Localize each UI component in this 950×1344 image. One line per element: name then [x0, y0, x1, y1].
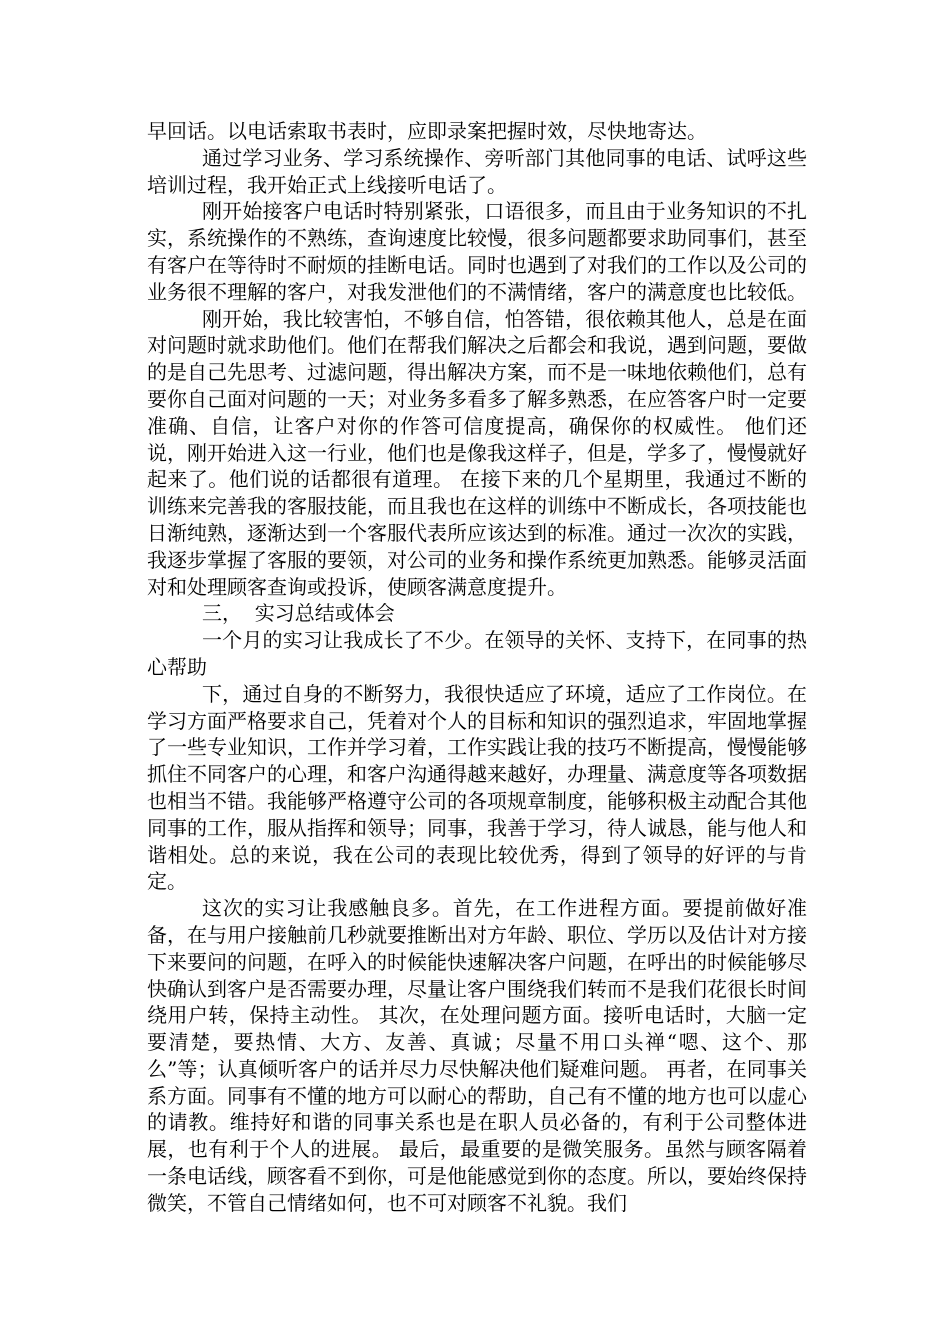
- section-heading: 三， 实习总结或体会: [202, 601, 395, 626]
- paragraph: 早回话。以电话索取书表时，应即录案把握时效，尽快地寄达。: [147, 119, 707, 143]
- paragraph: 这次的实习让我感触良多。首先，在工作进程方面。要提前做好准备，在与用户接触前几秒就要推断出对方年龄、职位、学历以及估计对方接下来要问的问题，在呼入的时候能快速解决客户问题，在呼出的时候能够尽快确认到客户是否需要办理，尽量让客户围绕我们转而不是我们花很长时间绕用户转，保持主动性。 其次，在处理问题方面。接听电话时，大脑一定要清楚，要热情、大方、友善、真诚；尽量不用口头禅“嗯、这个、那么”等；认真倾听客户的话并尽力尽快解决他们疑难问题。 再者，在同事关系方面。同事有不懂的地方可以耐心的帮助，自己有不懂的地方也可以虚心的请教。维持好和谐的同事关系也是在职人员必备的，有利于公司整体进展，也有利于个人的进展。 最后，最重要的是微笑服务。虽然与顾客隔着一条电话线，顾客看不到你，可是他能感觉到你的态度。所以，要始终保持微笑，不管自己情绪如何，也不可对顾客不礼貌。我们: [147, 896, 807, 1215]
- paragraph: 刚开始，我比较害怕，不够自信，怕答错，很依赖其他人，总是在面对问题时就求助他们。他们在帮我们解决之后都会和我说，遇到问题，要做的是自己先思考、过滤问题，得出解决方案，而不是一味地依赖他们，总有要你自己面对问题的一天；对业务多看多了解多熟悉，在应答客户时一定要准确、自信，让客户对你的作答可信度提高，确保你的权威性。 他们还说，刚开始进入这一行业，他们也是像我这样子，但是，学多了，慢慢就好起来了。他们说的话都很有道理。 在接下来的几个星期里，我通过不断的训练来完善我的客服技能，而且我也在这样的训练中不断成长，各项技能也日渐纯熟，逐渐达到一个客服代表所应该达到的标准。通过一次次的实践，我逐步掌握了客服的要领，对公司的业务和操作系统更加熟悉。能够灵活面对和处理顾客查询或投诉，使顾客满意度提升。: [147, 306, 807, 599]
- body-text: [147, 118, 807, 1217]
- paragraph: 刚开始接客户电话时特别紧张，口语很多，而且由于业务知识的不扎实，系统操作的不熟练，查询速度比较慢，很多问题都要求助同事们，甚至有客户在等待时不耐烦的挂断电话。同时也遇到了对我们的工作以及公司的业务很不理解的客户，对我发泄他们的不满情绪，客户的满意度也比较低。: [147, 199, 807, 304]
- paragraph: 通过学习业务、学习系统操作、旁听部门其他同事的电话、试呼这些培训过程，我开始正式上线接听电话了。: [147, 145, 807, 197]
- paragraph: 下，通过自身的不断努力，我很快适应了环境，适应了工作岗位。在学习方面严格要求自己，凭着对个人的目标和知识的强烈追求，牢固地掌握了一些专业知识，工作并学习着，工作实践让我的技巧不断提高，慢慢能够抓住不同客户的心理，和客户沟通得越来越好，办理量、满意度等各项数据也相当不错。我能够严格遵守公司的各项规章制度，能够积极主动配合其他同事的工作，服从指挥和领导；同事，我善于学习，待人诚恳，能与他人和谐相处。总的来说，我在公司的表现比较优秀，得到了领导的好评的与肯定。: [147, 681, 807, 894]
- paragraph: 一个月的实习让我成长了不少。在领导的关怀、支持下，在同事的热心帮助: [147, 628, 807, 679]
